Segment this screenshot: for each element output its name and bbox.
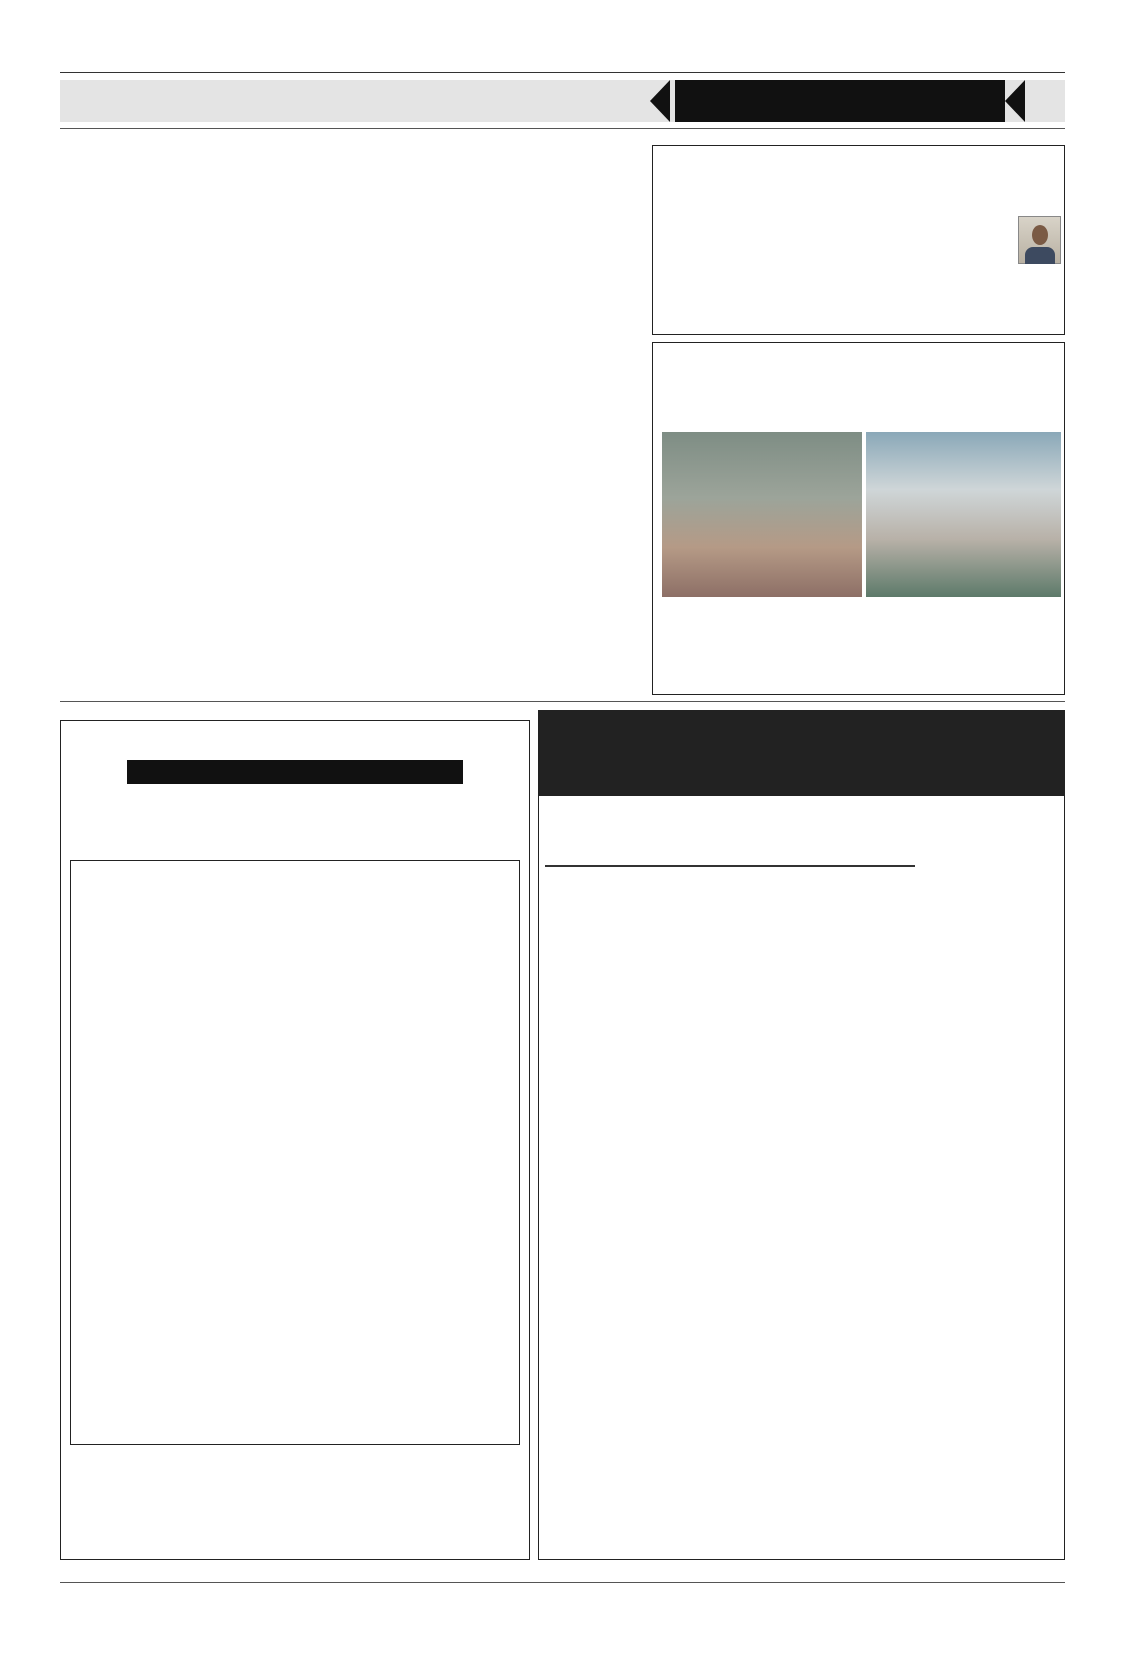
candidate-photo [1018,216,1061,264]
masthead [675,80,1005,122]
article-column-3 [456,243,646,695]
article-column-2 [258,243,448,695]
top-rule [60,72,1065,73]
horti-title-1 [539,711,1064,715]
sheep-banner [127,760,463,784]
article-column-1 [60,255,250,695]
horti-title-block [539,711,1064,796]
ayush-photo-distribution [866,432,1061,597]
chevron-left-icon [650,80,670,122]
bottom-rule [60,1582,1065,1583]
ayush-photo-gathering [662,432,862,597]
critical-dates-table [545,865,915,867]
section-divider [60,701,1065,702]
dates-table-head [546,866,915,867]
bose-notice [652,145,1065,335]
chevron-left-icon [1005,80,1025,122]
terms-list [545,1014,1057,1514]
critical-dates [545,865,915,867]
header-rule [60,128,1065,129]
district-grid [70,860,520,1445]
